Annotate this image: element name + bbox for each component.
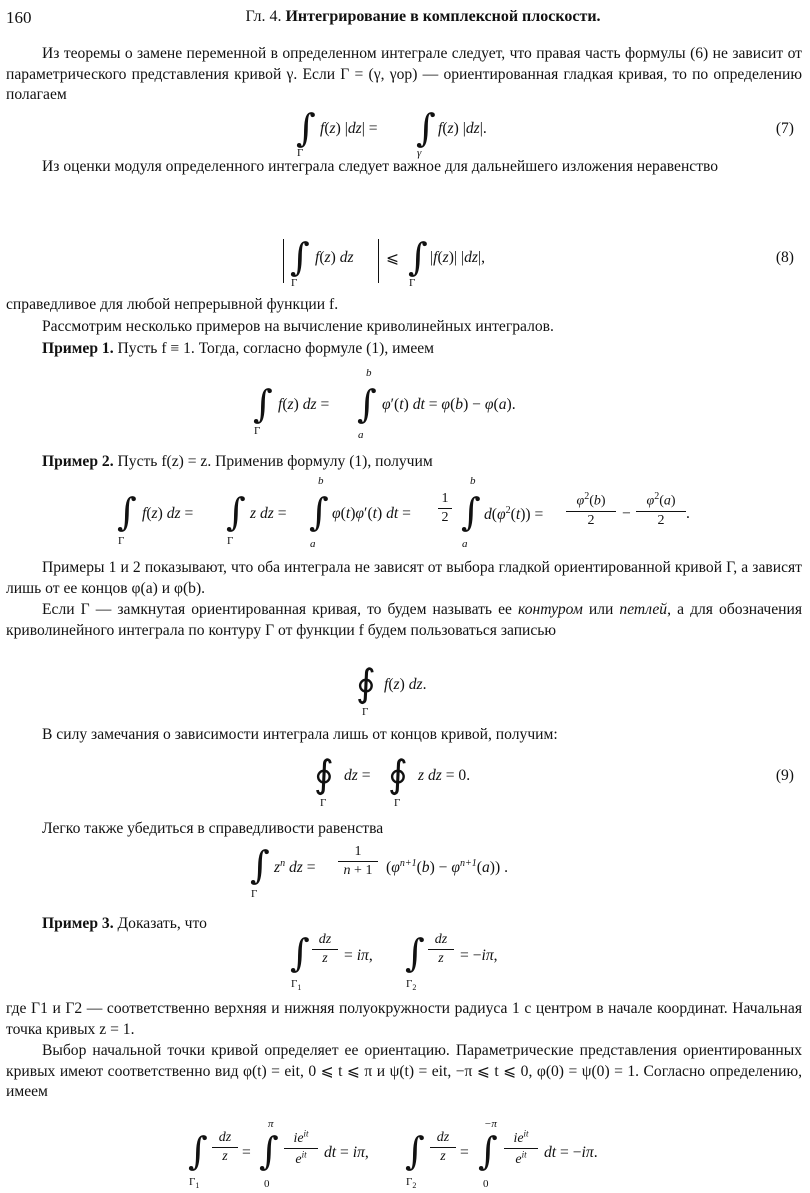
equation-example-3-solution: ∫ $\Gamma_1$ dz z = π ∫ 0 $ie^{it}$ $e^{it}$ dt = iπ, ∫ $\Gamma_2$ dz z = −π ∫ 0 $ie^{it}$ $e^{it}$ dt = −iπ. (188, 1118, 598, 1191)
chapter-title: Интегрирование в комплексной плоскости. (285, 8, 601, 25)
example-1 (6, 339, 802, 360)
paragraph-5: Примеры 1 и 2 показывают, что оба интеграла не зависят от выбора гладкой ориентированной кривой Γ, а зависят лишь от ее концов φ(a) и φ(b). (6, 559, 802, 597)
paragraph-3: справедливое для любой непрерывной функции f. (6, 296, 339, 313)
equation-7: ∫ Γ f(z) |dz| = ∫ γ f(z) |dz|. (7) (296, 106, 794, 159)
equation-9-number: (9) (775, 767, 794, 784)
example-2-text: Пусть f(z) = z. Применив формулу (1), получим (117, 453, 433, 470)
equation-9: ∮ Γ dz = ∮ Γ z dz = 0. (9) (314, 752, 794, 809)
equation-7-number: (7) (775, 120, 794, 137)
equation-8: ∫ Γ f(z) dz ⩽ ∫ Γ |f(z)| |dz|, (8) (0, 235, 810, 295)
equation-example-1: ∫ Γ f(z) dz = b ∫ a φ′(t) dt = φ(b) − φ(a). (253, 367, 516, 441)
equation-contour-notation: ∮ Γ f(z) dz. (356, 661, 427, 718)
paragraph-7: В силу замечания о зависимости интеграла лишь от концов кривой, получим: (42, 726, 558, 743)
term-contour: контуром (518, 601, 583, 618)
paragraph-10: Выбор начальной точки кривой определяет ее ориентацию. Параметрические представления ориентированных кривых имеют соответственно вид φ(t) = eit, 0 ⩽ t ⩽ π и ψ(t) = eit, −π ⩽ t ⩽ 0, φ(0) = ψ(0) = 1. Согласно определению, имеем (6, 1042, 802, 1101)
running-header (6, 8, 800, 30)
equation-example-3: ∫ $\Gamma_1$ dz z = iπ, ∫ $\Gamma_2$ dz z = −iπ, (290, 931, 498, 993)
equation-example-2: ∫ Γ f(z) dz = ∫ Γ z dz = b ∫ a φ(t)φ′(t) dt = 1 2 b ∫ a $d(\varphi^2(t))$ = $\varphi^2(b)$ 2 − $\varphi^2(a)$ 2 . (117, 475, 690, 550)
paragraph-2: Из оценки модуля определенного интеграла следует важное для дальнейшего изложения неравенство (42, 158, 719, 175)
paragraph-1: Из теоремы о замене переменной в определенном интеграле следует, что правая часть формулы (6) не зависит от параметрического представления кривой γ. Если Γ = (γ, γор) — ориентированная гладкая кривая, то по определению полагаем (6, 45, 802, 104)
example-1-text: Пусть f ≡ 1. Тогда, согласно формуле (1), имеем (117, 340, 435, 357)
paragraph-4: Рассмотрим несколько примеров на вычисление криволинейных интегралов. (42, 318, 554, 335)
example-2 (6, 452, 802, 473)
example-3-text: Доказать, что (117, 915, 207, 932)
term-loop: петлей (619, 601, 668, 618)
paragraph-8: Легко также убедиться в справедливости равенства (42, 820, 384, 837)
running-title (6, 8, 800, 26)
example-2-label: Пример 2. (42, 453, 114, 470)
paragraph-6: Если Γ — замкнутая ориентированная кривая, то будем называть ее контуром или петлей, а для обозначения криволинейного интеграла по контуру Γ от функции f будем пользоваться записью (6, 601, 802, 639)
equation-8-number: (8) (775, 249, 794, 266)
chapter-number: Гл. 4. (245, 8, 282, 25)
page-number: 160 (6, 8, 32, 27)
example-3-label: Пример 3. (42, 915, 114, 932)
equation-power: ∫ Γ $z^n$ dz = 1 n + 1 $(\varphi^{n+1}(b) - \varphi^{n+1}(a))$ . (250, 843, 508, 900)
paragraph-9: где Γ1 и Γ2 — соответственно верхняя и нижняя полуокружности радиуса 1 с центром в начале координат. Начальная точка кривых z = 1. (6, 1000, 802, 1038)
example-1-label: Пример 1. (42, 340, 114, 357)
